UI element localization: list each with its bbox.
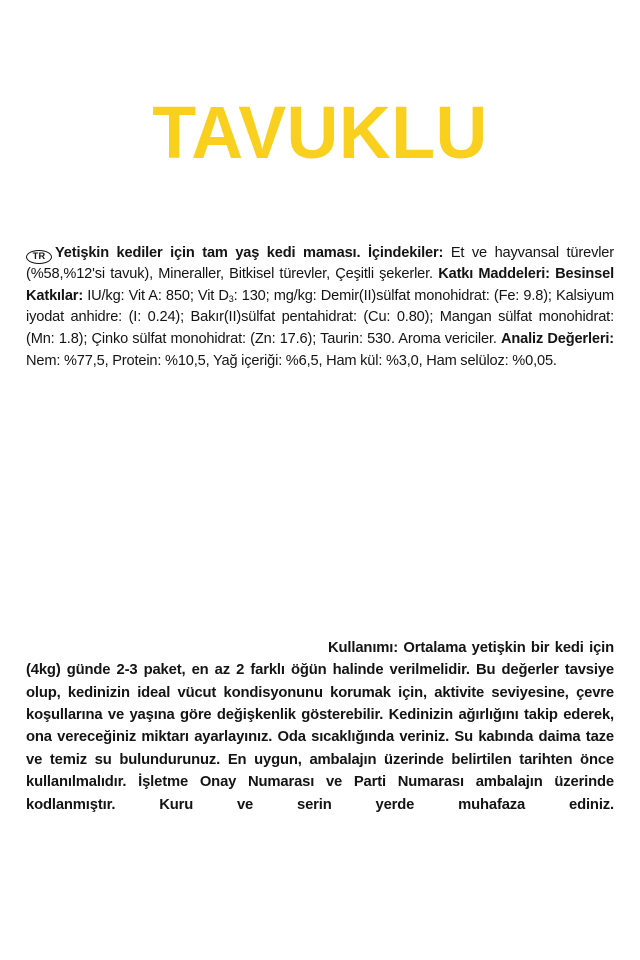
additives-text-part1: IU/kg: Vit A: 850; Vit D [87,287,229,304]
nutritional-additives-label: Besinsel Katkılar: [26,266,614,304]
vitamin-d3-subscript: 3 [228,294,234,305]
composition-paragraph [26,243,614,373]
tr-country-badge: TR [26,250,52,264]
additives-text-part2: : 130; mg/kg: Demir(II)sülfat monohidrat: (Fe: 9.8); Kalsiyum iyodat anhidre: (I: 0.24); Bakır(II)sülfat pentahidrat: (Cu: 0.80); Mangan sülfat monohidrat: (Mn: 1.8); Çinko sülfat monohidrat: (Zn: 17.6); Taurin: 530. Aroma vericiler. [26,287,614,347]
page-title: TAVUKLU [152,91,488,174]
ingredients-text: Et ve hayvansal türevler (%58,%12'si tavuk), Mineraller, Bitkisel türevler, Çeşitli şekerler. [26,244,614,283]
usage-instructions-paragraph: Kullanımı: Ortalama yetişkin bir kedi için (4kg) günde 2-3 paket, en az 2 farklı öğün halinde verilmelidir. Bu değerler tavsiye olup, kedinizin ideal vücut kondisyonunu korumak için, aktivite seviyesine, çevre koşullarına ve yaşına göre değişkenlik gösterebilir. Kedinizin ağırlığını takip ederek, ona vereceğiniz miktarı ayarlayınız. Oda sıcaklığında veriniz. Su kabında daima taze ve temiz su bulundurunuz. En uygun, ambalajın üzerinde belirtilen tarihten önce kullanılmalıdır. İşletme Onay Numarası ve Parti Numarası ambalajın üzerinde kodlanmıştır. Kuru ve serin yerde muhafaza ediniz. [26,639,614,813]
additives-label: Katkı Maddeleri: [438,266,550,283]
analysis-label: Analiz Değerleri: [501,330,614,347]
composition-lead-text: Yetişkin kediler için tam yaş kedi maması. [55,244,361,261]
product-title-container [0,91,640,174]
analysis-text: Nem: %77,5, Protein: %10,5, Yağ içeriği: %6,5, Ham kül: %3,0, Ham selüloz: %0,05. [26,352,557,369]
ingredients-label: İçindekiler: [367,244,444,261]
